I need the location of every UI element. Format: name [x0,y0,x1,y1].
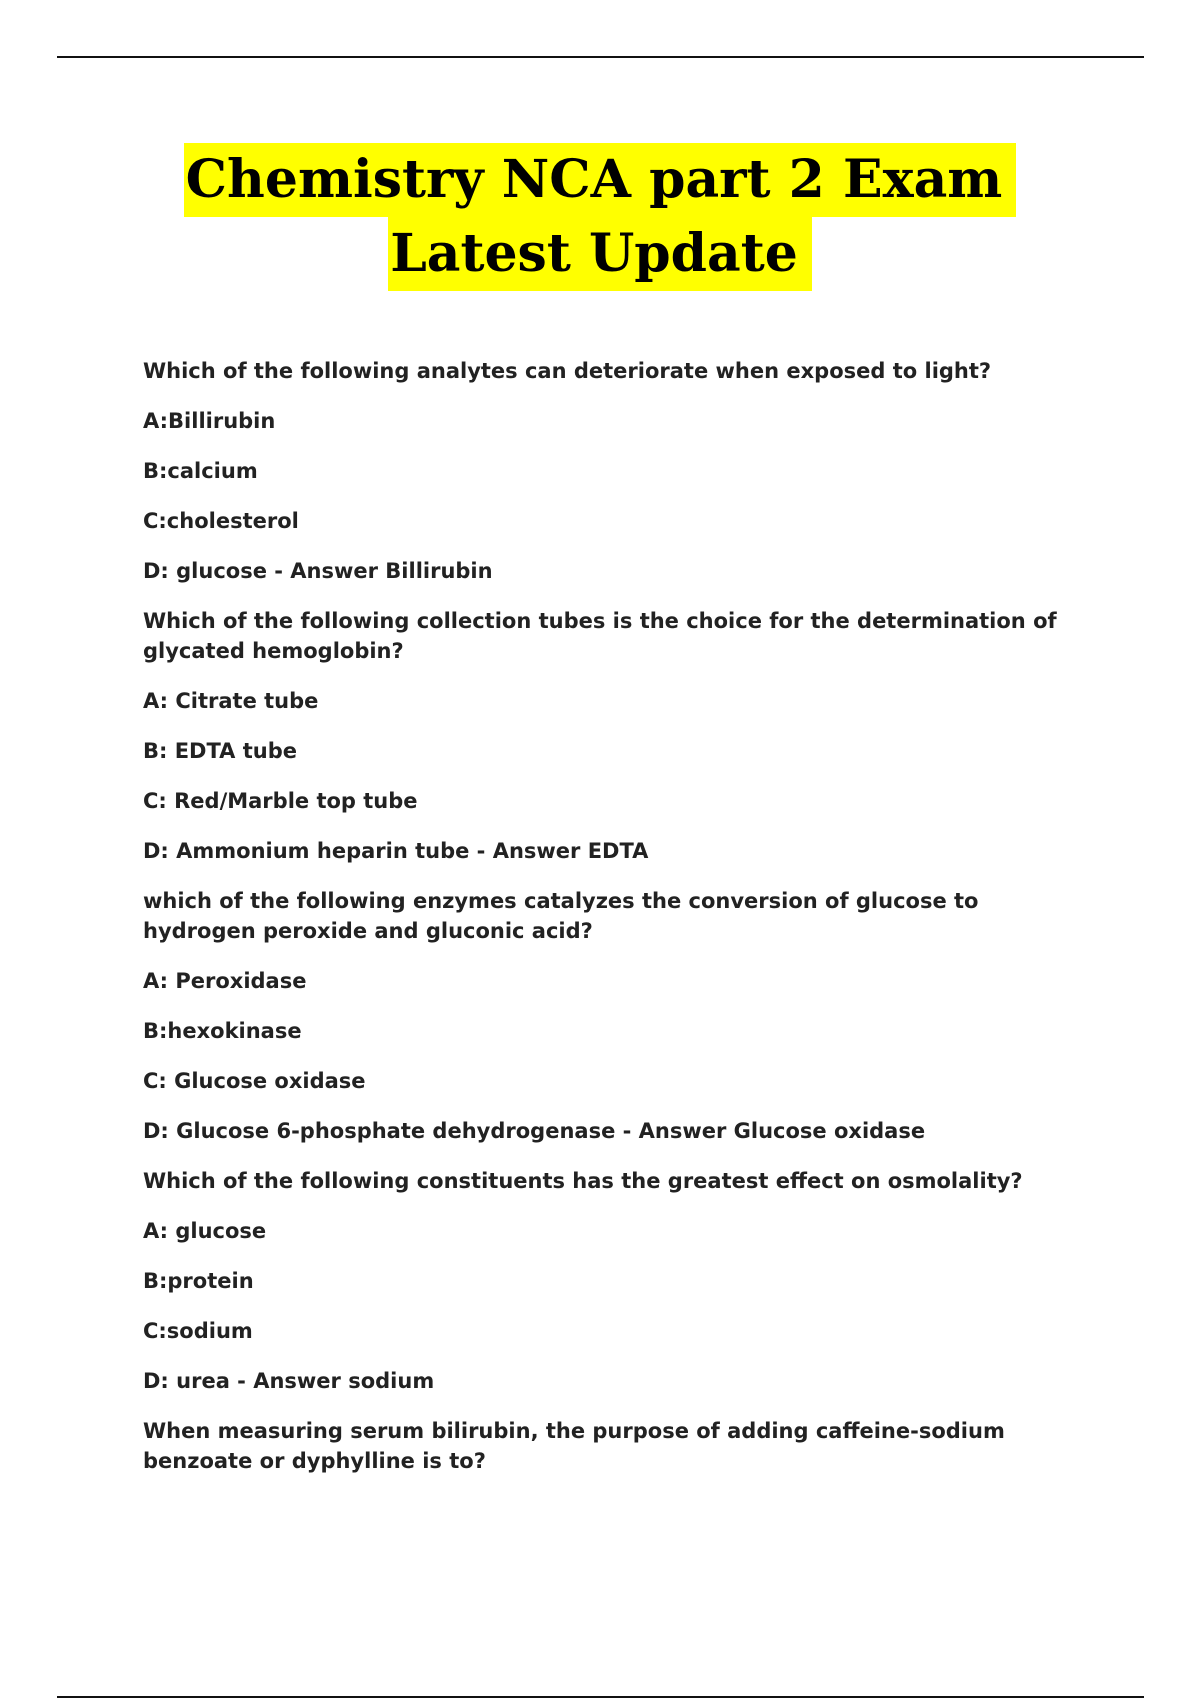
question-text: Which of the following constituents has the greatest effect on osmolality? [143,1169,1023,1193]
answer-option: A:Billirubin [143,409,276,433]
question-text: which of the following enzymes catalyzes the conversion of glucose to hydrogen peroxide and gluconic acid? [143,889,979,943]
document-title [0,143,1200,291]
answer-option: A: Citrate tube [143,689,319,713]
title-line-1: Chemistry NCA part 2 Exam [184,143,1017,217]
answer-option: C:sodium [143,1319,253,1343]
answer-option: A: glucose [143,1219,267,1243]
question-list [143,356,1068,1496]
answer-option: B:calcium [143,459,258,483]
answer-option: D: glucose - Answer Billirubin [143,559,493,583]
answer-option: D: Ammonium heparin tube - Answer EDTA [143,839,649,863]
answer-option: C:cholesterol [143,509,299,533]
title-line-2: Latest Update [388,217,812,291]
answer-option: C: Red/Marble top tube [143,789,418,813]
answer-option: B: EDTA tube [143,739,298,763]
question-text: When measuring serum bilirubin, the purpose of adding caffeine-sodium benzoate or dyphylline is to? [143,1419,1005,1473]
answer-option: D: urea - Answer sodium [143,1369,435,1393]
answer-option: B:hexokinase [143,1019,302,1043]
question-text: Which of the following collection tubes is the choice for the determination of glycated hemoglobin? [143,609,1057,663]
top-rule [57,56,1144,58]
answer-option: B:protein [143,1269,254,1293]
answer-option: D: Glucose 6-phosphate dehydrogenase - Answer Glucose oxidase [143,1119,926,1143]
answer-option: C: Glucose oxidase [143,1069,366,1093]
bottom-rule [57,1696,1144,1698]
answer-option: A: Peroxidase [143,969,307,993]
question-text: Which of the following analytes can deteriorate when exposed to light? [143,359,992,383]
